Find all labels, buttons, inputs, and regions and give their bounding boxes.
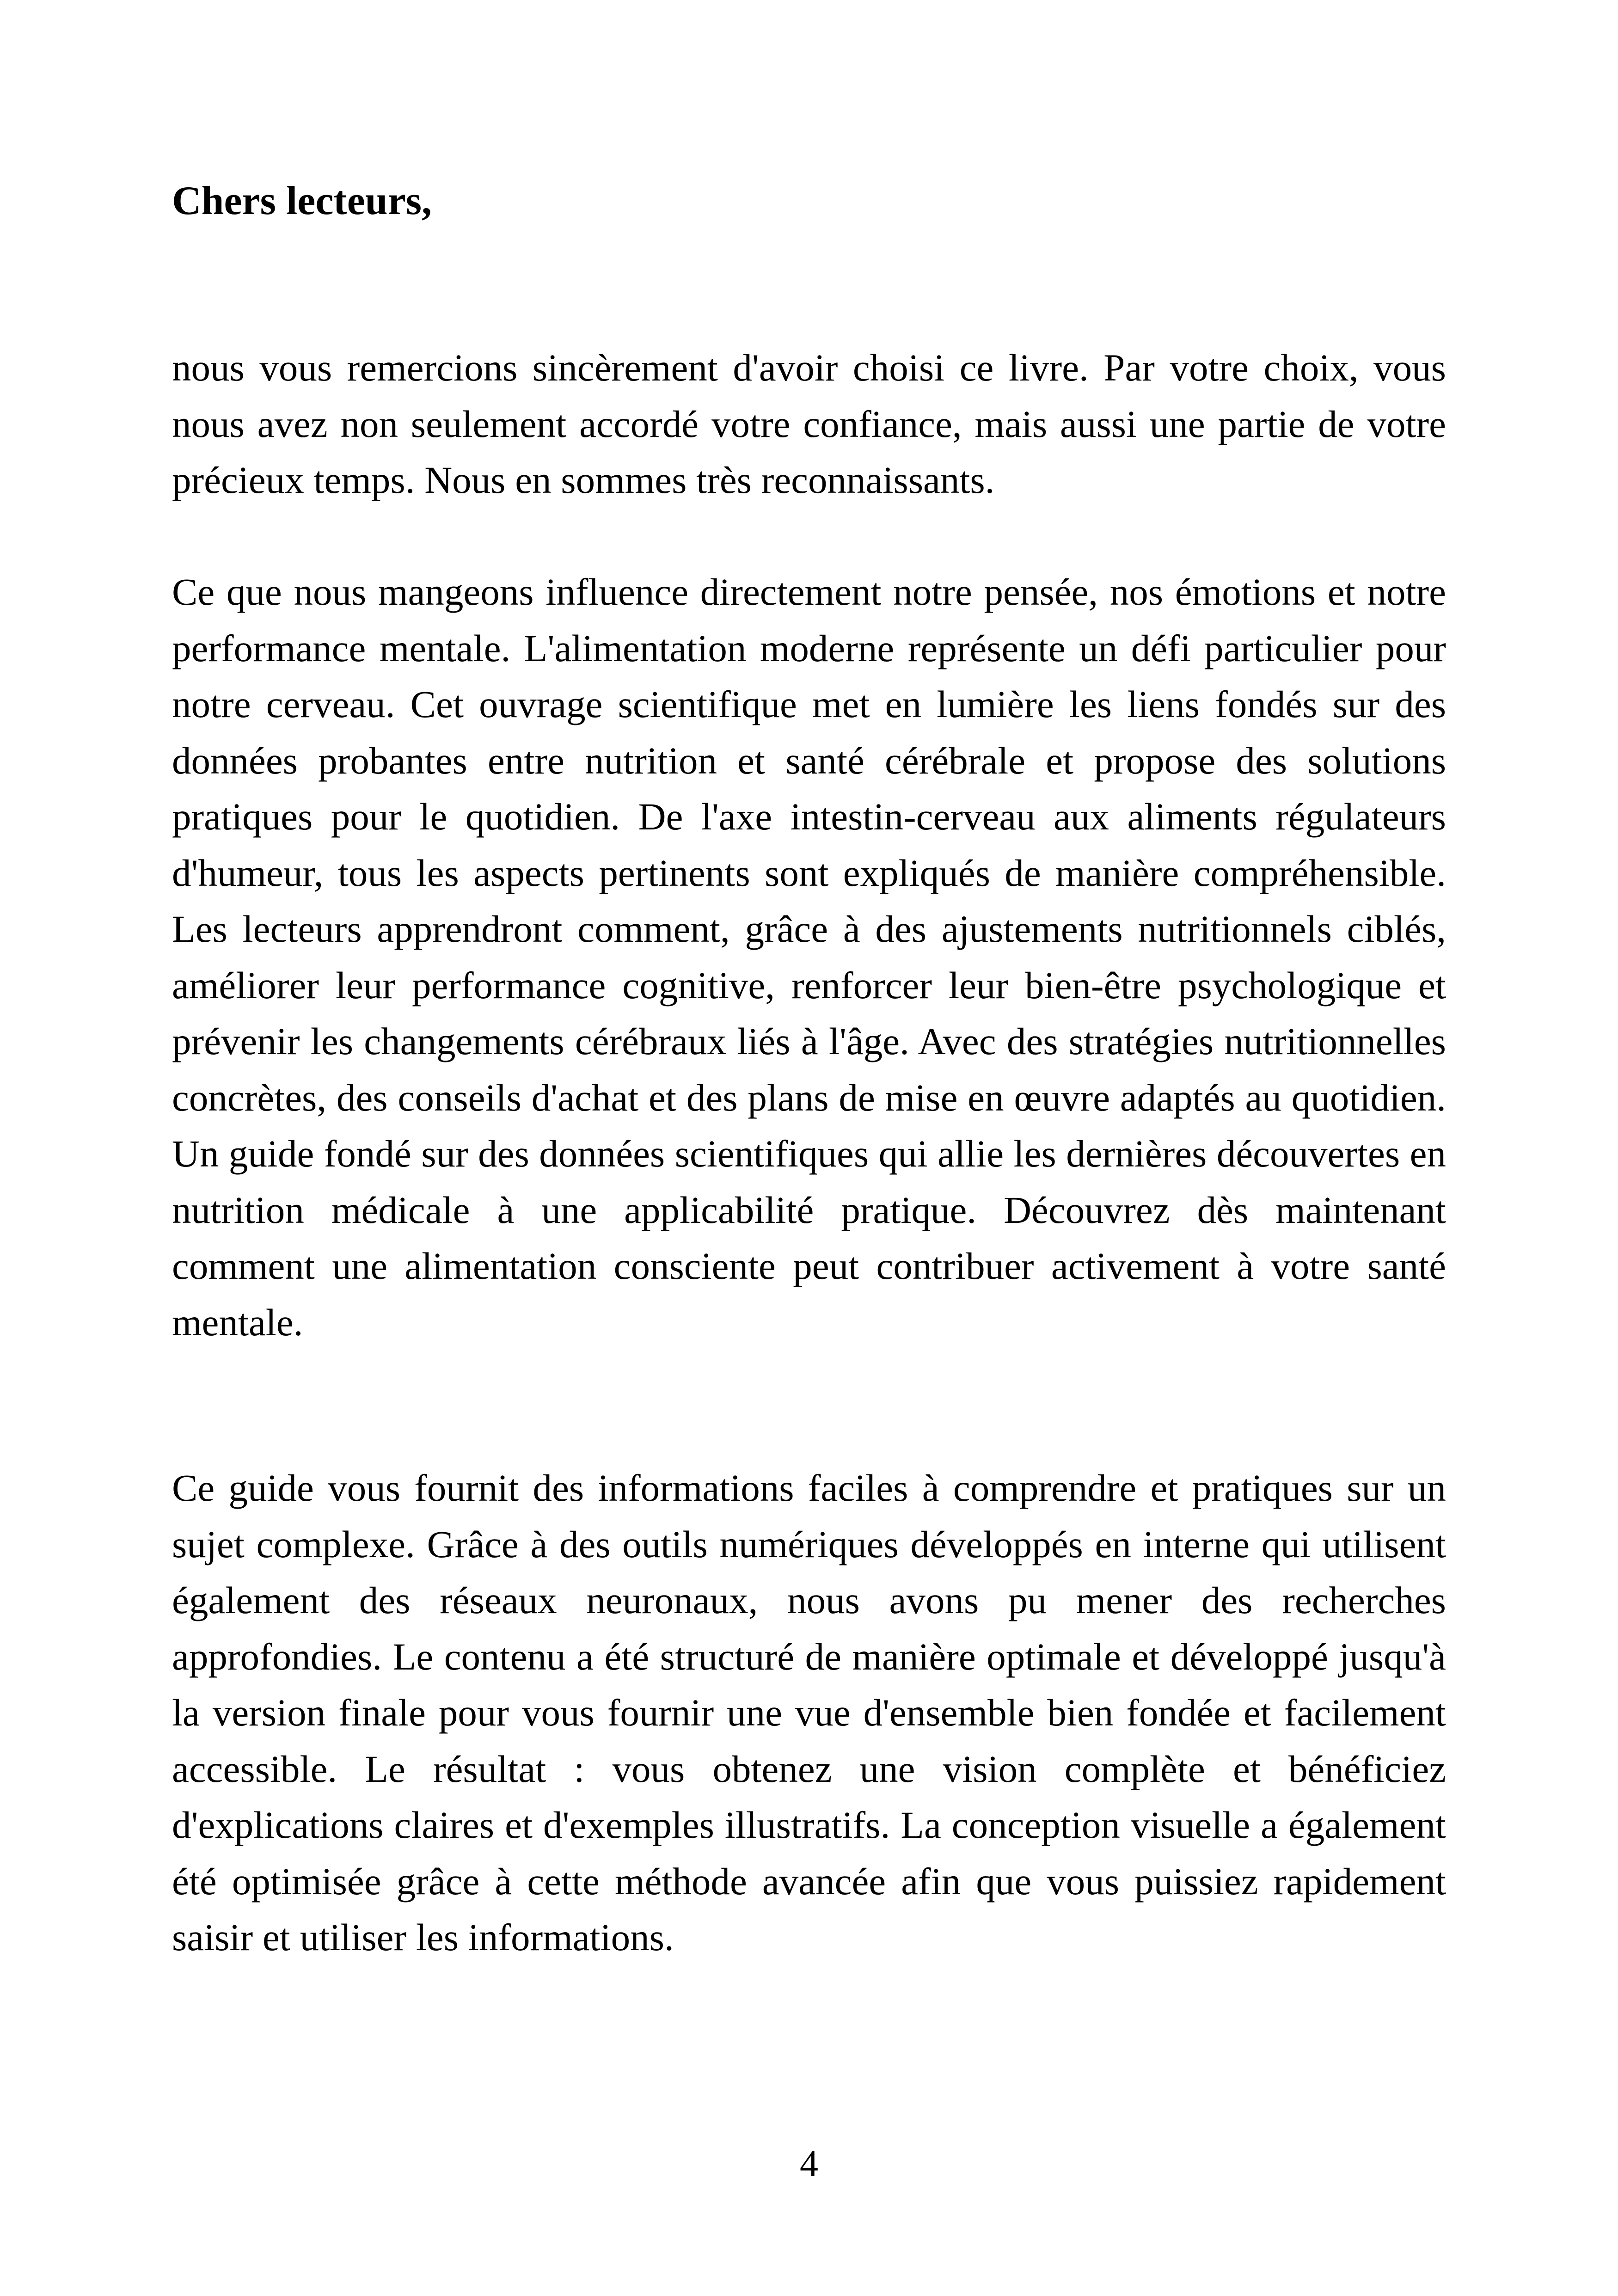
greeting-heading: Chers lecteurs, [172,178,432,223]
body-paragraph-thanks: nous vous remercions sincèrement d'avoir choisi ce livre. Par votre choix, vous nous avez non seulement accordé votre confiance, mais aussi une partie de votre précieux temps. Nous en sommes très reconnaissants. [172,346,1446,501]
page-number: 4 [800,2143,818,2184]
body-paragraph-book-summary: Ce que nous mangeons influence directement notre pensée, nos émotions et notre performance mentale. L'alimentation moderne représente un défi particulier pour notre cerveau. Cet ouvrage scientifique met en lumière les liens fondés sur des données probantes entre nutrition et santé cérébrale et propose des solutions pratiques pour le quotidien. De l'axe intestin-cerveau aux aliments régulateurs d'humeur, tous les aspects pertinents sont expliqués de manière compréhensible. Les lecteurs apprendront comment, grâce à des ajustements nutritionnels ciblés, améliorer leur performance cognitive, renforcer leur bien-être psychologique et prévenir les changements cérébraux liés à l'âge. Avec des stratégies nutritionnelles concrètes, des conseils d'achat et des plans de mise en œuvre adaptés au quotidien. Un guide fondé sur des données scientifiques qui allie les dernières découvertes en nutrition médicale à une applicabilité pratique. Découvrez dès maintenant comment une alimentation consciente peut contribuer activement à votre santé mentale. [172,571,1446,1344]
body-paragraph-guide-method: Ce guide vous fournit des informations faciles à comprendre et pratiques sur un sujet complexe. Grâce à des outils numériques développés en interne qui utilisent également des réseaux neuronaux, nous avons pu mener des recherches approfondies. Le contenu a été structuré de manière optimale et développé jusqu'à la version finale pour vous fournir une vue d'ensemble bien fondée et facilement accessible. Le résultat : vous obtenez une vision complète et bénéficiez d'explications claires et d'exemples illustratifs. La conception visuelle a également été optimisée grâce à cette méthode avancée afin que vous puissiez rapidement saisir et utiliser les informations. [172,1467,1446,1958]
